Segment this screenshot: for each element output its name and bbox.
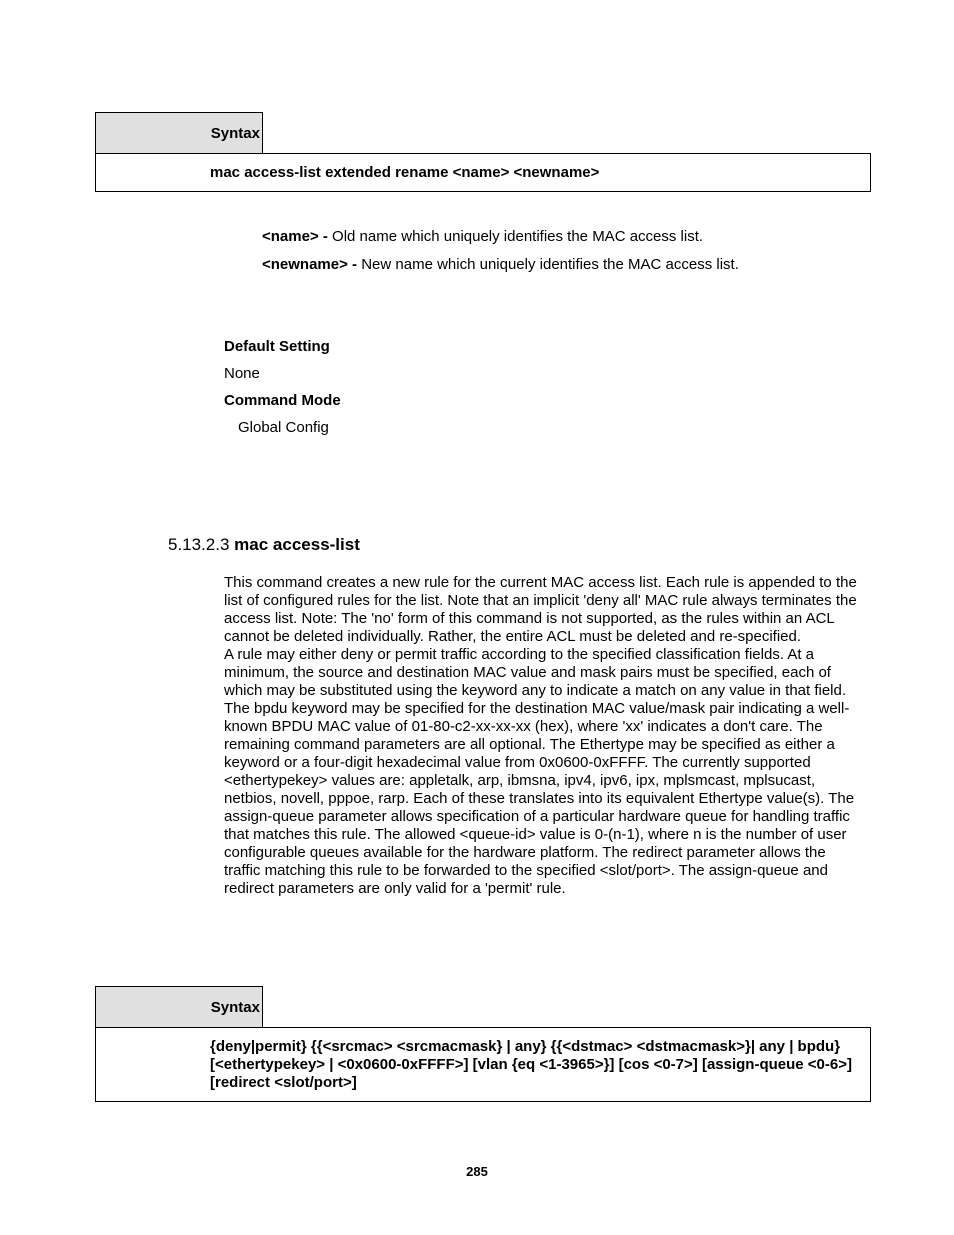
parameter-name xyxy=(262,228,703,246)
description-paragraph-2: A rule may either deny or permit traffic according to the specified classification fields. At a minimum, the source and destination MAC value and mask pairs must be specified, each of which may be substituted using the keyword any to indicate a match on any value in that field. The bpdu keyword may be specified for the destination MAC value/mask pair indicating a well-known BPDU MAC value of 01-80-c2-xx-xx-xx (hex), where 'xx' indicates a don't care. The remaining command parameters are all optional. The Ethertype may be specified as either a keyword or a four-digit hexadecimal value from 0x0600-0xFFFF. The currently supported <ethertypekey> values are: appletalk, arp, ibmsna, ipv4, ipv6, ipx, mplsmcast, mplsucast, netbios, novell, pppoe, rarp. Each of these translates into its equivalent Ethertype value(s). The assign-queue parameter allows specification of a particular hardware queue for handling traffic that matches this rule. The allowed <queue-id> value is 0-(n-1), where n is the number of user configurable queues available for the hardware platform. The redirect parameter allows the traffic matching this rule to be forwarded to the specified <slot/port>. The assign-queue and redirect parameters are only valid for a 'permit' rule. xyxy=(224,646,855,897)
section-description xyxy=(224,574,864,898)
syntax-tab xyxy=(95,986,263,1028)
syntax-tab-label: Syntax xyxy=(210,125,260,142)
section-title: mac access-list xyxy=(234,535,360,554)
syntax-tab-label: Syntax xyxy=(210,999,260,1016)
syntax-box xyxy=(95,1027,871,1102)
default-setting-value: None xyxy=(224,365,260,382)
syntax-tab xyxy=(95,112,263,154)
command-mode-value: Global Config xyxy=(238,419,329,436)
syntax-command: {deny|permit} {{<srcmac> <srcmacmask} | any} {{<dstmac> <dstmacmask>}| any | bpdu} [<ethertypekey> | <0x0600-0xFFFF>] [vlan {eq <1-3965>}] [cos <0-7>] [assign-queue <0-6>] [redirect <slot/port>] xyxy=(210,1038,852,1091)
syntax-command: mac access-list extended rename <name> <newname> xyxy=(210,164,600,181)
default-setting-label: Default Setting xyxy=(224,338,330,355)
description-paragraph-1: This command creates a new rule for the current MAC access list. Each rule is appended to the list of configured rules for the list. Note that an implicit 'deny all' MAC rule always terminates the access list. Note: The 'no' form of this command is not supported, as the rules within an ACL cannot be deleted individually. Rather, the entire ACL must be deleted and re-specified. xyxy=(224,574,857,645)
syntax-box xyxy=(95,153,871,192)
parameter-name-key: <name> - xyxy=(262,228,328,245)
section-number: 5.13.2.3 xyxy=(168,535,235,554)
parameter-name-desc: Old name which uniquely identifies the MAC access list. xyxy=(327,228,704,245)
command-mode-label: Command Mode xyxy=(224,392,341,409)
page-number: 285 xyxy=(466,1164,488,1179)
parameter-newname xyxy=(262,256,739,274)
parameter-newname-desc: New name which uniquely identifies the MAC access list. xyxy=(357,256,739,273)
parameter-newname-key: <newname> - xyxy=(262,256,358,273)
section-heading xyxy=(168,535,360,555)
